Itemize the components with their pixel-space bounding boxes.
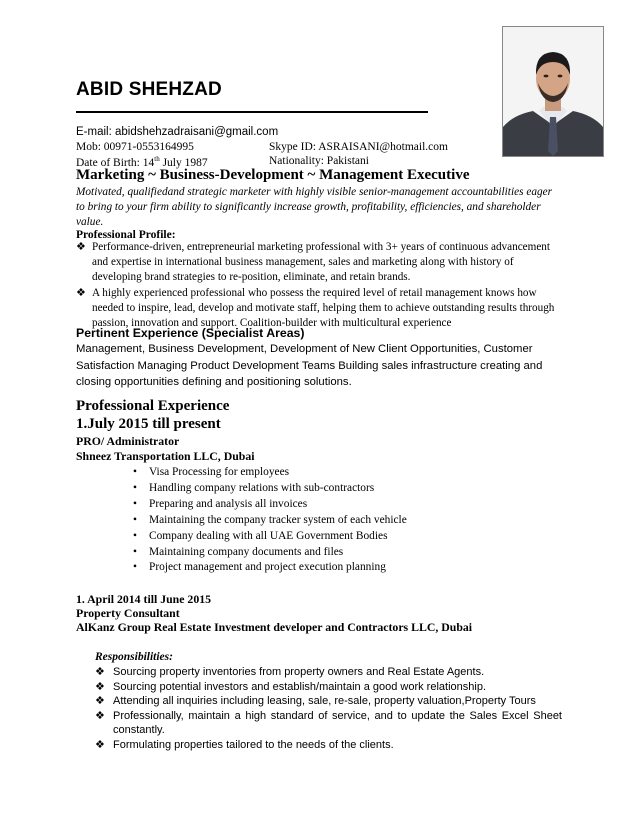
four-diamond-bullet-icon: ❖ — [95, 738, 105, 751]
experience-heading: Professional Experience — [76, 398, 230, 414]
four-diamond-bullet-icon: ❖ — [76, 241, 86, 253]
pertinent-heading: Pertinent Experience (Specialist Areas) — [76, 326, 305, 340]
four-diamond-bullet-icon: ❖ — [95, 680, 105, 693]
round-bullet-icon: • — [133, 466, 137, 478]
list-item: • Maintaining the company tracker system of each vehicle — [133, 513, 533, 529]
list-item: ❖ Sourcing potential investors and establish/maintain a good work relationship. — [95, 680, 486, 693]
summary-text: Motivated, qualifiedand strategic marketer with highly visible senior-management accountabilities eager to bring to your firm ability to significantly increase growth, profitability, efficiencies, and shareholder value. — [76, 186, 553, 228]
four-diamond-bullet-icon: ❖ — [76, 286, 86, 299]
four-diamond-bullet-icon: ❖ — [95, 695, 105, 707]
round-bullet-icon: • — [133, 481, 137, 494]
job1-duties — [133, 465, 533, 576]
email-line: E-mail: abidshehzadraisani@gmail.com — [76, 126, 279, 138]
list-item: • Maintaining company documents and files — [133, 545, 533, 561]
round-bullet-icon: • — [133, 561, 137, 574]
round-bullet-icon: • — [133, 529, 137, 542]
list-item: • Project management and project execution planning — [133, 560, 533, 576]
date-of-birth: Date of Birth: 14th July 1987 — [76, 155, 208, 169]
profile-heading: Professional Profile: — [76, 229, 176, 241]
job2-role: Property Consultant — [76, 606, 180, 620]
round-bullet-icon: • — [133, 497, 137, 510]
list-item: ❖ Professionally, maintain a high standard of service, and to update the Sales Excel Sheet constantly. — [95, 709, 562, 736]
list-item: ❖ Formulating properties tailored to the needs of the clients. — [95, 738, 394, 751]
list-item: ❖ Sourcing property inventories from property owners and Real Estate Agents. — [95, 666, 485, 678]
responsibilities-list — [95, 665, 562, 752]
job-title: Marketing ~ Business-Development ~ Management Executive — [76, 167, 470, 183]
job1-company: Shneez Transportation LLC, Dubai — [76, 449, 255, 463]
job2-date: 1. April 2014 till June 2015 — [76, 592, 212, 606]
list-item: ❖ Attending all inquiries including leasing, sale, re-sale, property valuation,Property Tours — [95, 695, 536, 707]
round-bullet-icon: • — [133, 545, 137, 558]
list-item: • Visa Processing for employees — [133, 465, 533, 481]
job1-date: 1.July 2015 till present — [76, 416, 221, 432]
responsibilities-heading: Responsibilities: — [95, 651, 173, 663]
candidate-name: ABID SHEHZAD — [76, 79, 222, 100]
job2-company: AlKanz Group Real Estate Investment developer and Contractors LLC, Dubai — [76, 620, 473, 634]
name-underline — [76, 111, 428, 113]
job1-role: PRO/ Administrator — [76, 434, 180, 448]
skype-id: Skype ID: ASRAISANI@hotmail.com — [269, 141, 448, 153]
four-diamond-bullet-icon: ❖ — [95, 666, 105, 678]
list-item: • Company dealing with all UAE Government Bodies — [133, 529, 533, 545]
contact-row-phone — [76, 141, 496, 156]
list-item: • Preparing and analysis all invoices — [133, 497, 533, 513]
profile-list — [76, 240, 556, 331]
mobile-number: Mob: 00971-0553164995 — [76, 141, 194, 153]
nationality: Nationality: Pakistani — [269, 155, 369, 167]
list-item: ❖ A highly experienced professional who possess the required level of retail management knows how needed to inspire, lead, develop and motivate staff, helping them to achieve outstanding results through passion, innovation and support. Coalition-builder with multicultural experience — [76, 286, 555, 330]
four-diamond-bullet-icon: ❖ — [95, 709, 105, 722]
list-item: ❖ Performance-driven, entrepreneurial marketing professional with 3+ years of continuous advancement and expertise in international business management, sales and marketing along with history of developing brand strategies to re-position, eliminate, and retain brands. — [76, 241, 550, 284]
round-bullet-icon: • — [133, 513, 137, 526]
list-item: • Handling company relations with sub-contractors — [133, 481, 533, 497]
pertinent-text: Management, Business Development, Development of New Client Opportunities, Customer Satisfaction Managing Product Development Teams Building sales infrastructure creating and closing opportunities defining and positioning solutions. — [76, 343, 543, 388]
profile-photo — [502, 26, 604, 157]
